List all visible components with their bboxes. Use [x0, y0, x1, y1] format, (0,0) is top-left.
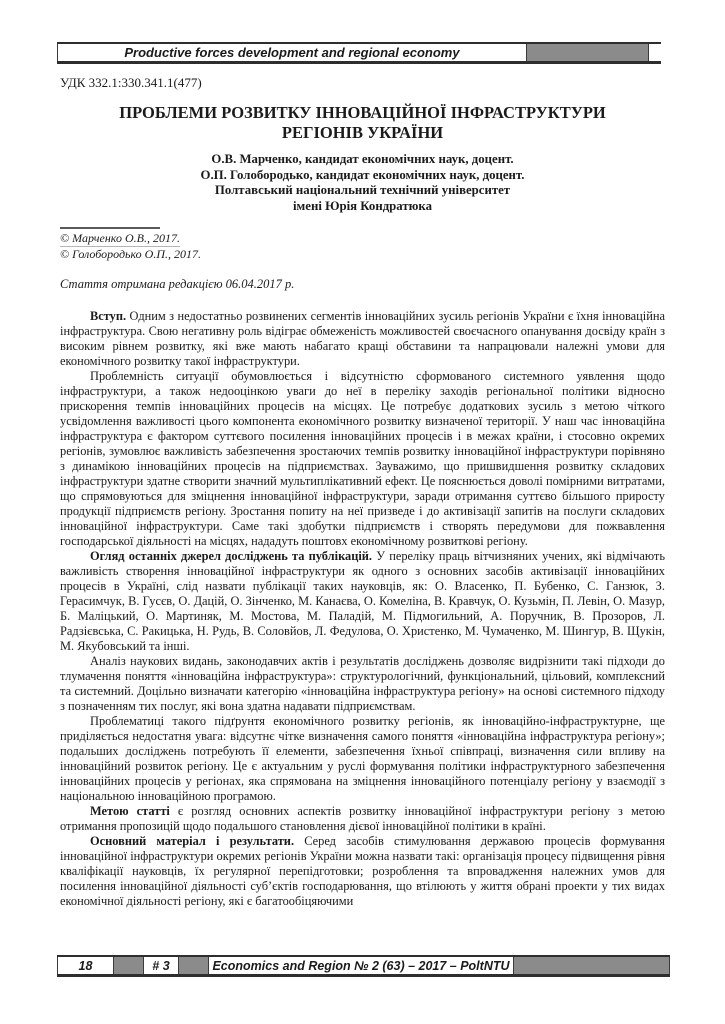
paragraph-intro [60, 309, 665, 369]
running-header [57, 42, 661, 64]
footer-gray-block [114, 957, 144, 974]
article-content [60, 62, 665, 909]
header-gray-block [527, 44, 649, 61]
paragraph-lead: Метою статті [90, 804, 170, 818]
running-header-title: Productive forces development and regional economy [57, 44, 527, 61]
paragraph-lead: Огляд останніх джерел досліджень та публікацій. [90, 549, 373, 563]
footer-gray-block [514, 957, 670, 974]
received-date-line: Стаття отримана редакцією 06.04.2017 р. [60, 277, 295, 291]
article-title [60, 103, 665, 143]
paragraph-lead: Основний матеріал і результати. [90, 834, 295, 848]
footer-journal-title: Economics and Region № 2 (63) – 2017 – PoltNTU [209, 957, 514, 974]
paragraph [60, 654, 665, 714]
article-title-line-1: ПРОБЛЕМИ РОЗВИТКУ ІННОВАЦІЙНОЇ ІНФРАСТРУКТУРИ [119, 103, 606, 122]
footer-issue-number: # 3 [144, 957, 179, 974]
article-body [60, 309, 665, 909]
paragraph-text: Проблематиці такого підґрунтя економічного розвитку регіонів, як інноваційно-інфраструктурне, ще приділяється недостатня увага: відсутнє чітке визначення самого поняття «інноваційна інфраструктура регіону»; подальших досліджень потребують її елементи, забезпечення їхньої співпраці, визначення сили впливу на інноваційний розвиток регіону. Це є актуальним у руслі формування політики інфраструктурного забезпечення інноваційних процесів у регіонах, яка спрямована на зміцнення інноваційного потенціалу регіону у взаємодії з національною інноваційною програмою. [60, 714, 665, 803]
footer-gray-block [179, 957, 209, 974]
paragraph-text: Одним з недостатньо розвинених сегментів інноваційних зусиль регіонів України є їхня інноваційна інфраструктура. Свою негативну роль відіграє обмеженість можливостей своєчасного опанування досвіду країн з високим рівнем розвитку, які вже мають набагато кращі обставини та напрацювали належні умови для економічного розвитку такої інфраструктури. [60, 309, 665, 368]
paragraph [60, 369, 665, 549]
copyright-line: © Голобородько О.П., 2017. [60, 246, 201, 261]
affiliation-line: імені Юрія Кондратюка [293, 198, 432, 213]
author-line: О.В. Марченко, кандидат економічних наук, доцент. [211, 152, 514, 166]
paragraph-aim [60, 804, 665, 834]
paragraph-lead: Вступ. [90, 309, 127, 323]
copyright-line: © Марченко О.В., 2017. [60, 231, 180, 245]
article-title-line-2: РЕГІОНІВ УКРАЇНИ [281, 123, 444, 142]
paragraph-text: Аналіз наукових видань, законодавчих актів і результатів досліджень дозволяє видрізнити такі підходи до тлумачення поняття «інноваційна інфраструктура»: структурологічний, функціональний, цільовий, комплексний та системний. Доцільно визначати категорію «інноваційна інфраструктура регіону» на основі системного підходу з позначенням тих послуг, які вона здатна надавати підприємствам. [60, 654, 665, 713]
paragraph-text: Серед засобів стимулювання державою процесів формування інноваційної інфраструктури окремих регіонів України можна назвати такі: організація процесу підвищення рівня кваліфікації науковців, їх регулярної перепідготовки; розроблення та впровадження належних умов для посилення інноваційної діяльності суб’єктів господарювання, що втілюють у життя обрані проекти у тих видах економічної діяльності регіону, які є багатообіцяючими [60, 834, 665, 908]
paragraph [60, 714, 665, 804]
paragraph-sources-review [60, 549, 665, 654]
paragraph-main-results [60, 834, 665, 909]
paragraph-text: Проблемність ситуації обумовлюється і відсутністю сформованого системного уявлення щодо інфраструктури, а також недооцінкою уваги до неї в переліку заходів регіональної політики відносно прискорення темпів інноваційних процесів на місцях. Це потребує додаткових зусиль з метою чіткого усвідомлення важливості цього компонента економічного розвитку визначеної території. У наш час інноваційна інфраструктура є фактором суттєвого посилення інноваційних процесів і в межах країни, і стосовно окремих регіонів, зумовлює важливість забезпечення зростаючих темпів розвитку інноваційної інфраструктури порівняно з динамікою інноваційних процесів на підприємствах. Зауважимо, що пришвидшення розвитку складових інфраструктури здатне створити значний мультиплікативний ефект. Це пояснюється доволі помірними витратами, що спрямовуються для зміцнення інноваційної інфраструктури, заради отримання суттєво більшого приросту продукції підприємств регіону. Зростання попиту на неї призведе і до активізації запитів на послуги складових інноваційної інфраструктури. Саме такі здобутки підприємств і створять передумови для пожвавлення господарської діяльності на місцях, нададуть поштовх економічному розвиткові регіону. [60, 369, 665, 548]
copyright-block [60, 227, 665, 261]
affiliation-line: Полтавський національний технічний університет [214, 183, 511, 197]
author-line: О.П. Голобородько, кандидат економічних наук, доцент. [200, 167, 525, 182]
udc-code: УДК 332.1:330.341.1(477) [60, 75, 202, 90]
paragraph-text: є розгляд основних аспектів розвитку інноваційної інфраструктури регіону з метою отримання пропозицій щодо подальшого становлення дієвої інноваційної політики в країні. [60, 804, 665, 833]
page-footer [57, 955, 670, 977]
paragraph-text: У переліку праць вітчизняних учених, які відмічають важливість створення інноваційної інфраструктури як одного з основних засобів активізації інноваційних процесів в Україні, слід назвати публікації таких науковців, як: О. Власенко, П. Бубенко, С. Ганзюк, З. Герасимчук, В. Гусєв, О. Дацій, О. Зінченко, М. Канаєва, О. Комеліна, В. Кравчук, О. Кузьмін, П. Левін, О. Мазур, Б. Маліцький, О. Мартиняк, М. Мостова, М. Паладій, М. Підмогильний, А. Поручник, В. Прозоров, Л. Радзієвська, С. Ракицька, Н. Рудь, В. Соловйов, Л. Федулова, О. Христенко, М. Чумаченко, М. Шингур, В. Щукін, М. Якубовський та інші. [60, 549, 665, 653]
footer-page-number: 18 [57, 957, 114, 974]
authors-block [60, 152, 665, 214]
header-end-spacer [649, 44, 661, 61]
